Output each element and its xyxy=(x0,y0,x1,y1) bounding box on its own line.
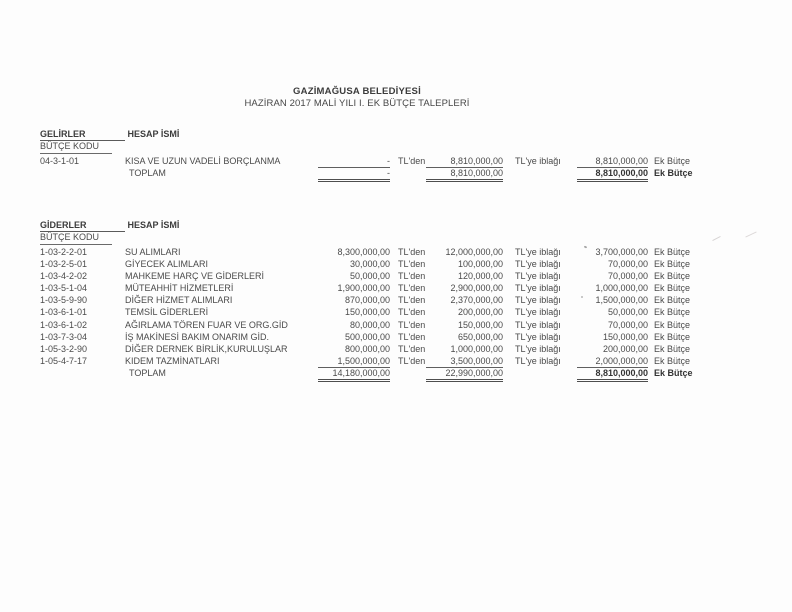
account-name: KISA VE UZUN VADELİ BORÇLANMA xyxy=(125,156,281,166)
budget-code: 04-3-1-01 xyxy=(40,156,80,166)
table-row xyxy=(40,319,700,331)
amount-from: - xyxy=(318,155,390,168)
amount-to: 8,810,000,00 xyxy=(426,167,503,182)
total-row xyxy=(40,167,700,179)
ek-butce-amount: 150,000,00 xyxy=(602,331,648,342)
ek-butce-label: Ek Bütçe xyxy=(654,247,691,257)
column-header-butce-kodu: BÜTÇE KODU xyxy=(40,141,112,154)
spacer xyxy=(503,331,515,343)
table-row xyxy=(40,355,700,367)
spacer xyxy=(567,246,577,258)
giderler-rows xyxy=(40,246,700,379)
spacer xyxy=(390,367,398,382)
amount-from: 500,000,00 xyxy=(344,331,390,342)
giderler-header-row xyxy=(40,219,700,232)
spacer xyxy=(503,294,515,306)
tl-den-label: TL'den xyxy=(398,283,426,294)
table-row xyxy=(40,258,700,270)
gelirler-header-row xyxy=(40,128,700,141)
spacer xyxy=(567,319,577,331)
amount-to: 3,500,000,00 xyxy=(426,355,503,368)
column-header-hesap-ismi: HESAP İSMİ xyxy=(127,129,180,139)
tl-den-label: TL'den xyxy=(398,295,426,306)
ek-butce-label: Ek Bütçe xyxy=(654,259,691,270)
document-title: GAZİMAĞUSA BELEDİYESİ xyxy=(293,86,421,97)
table-row xyxy=(40,282,700,294)
document-header xyxy=(0,86,714,109)
budget-code: 1-03-2-5-01 xyxy=(40,259,88,270)
budget-code: 1-03-5-9-90 xyxy=(40,295,88,306)
spacer xyxy=(567,306,577,318)
tl-den-label xyxy=(398,167,426,182)
budget-code: 1-03-6-1-01 xyxy=(40,307,88,318)
spacer xyxy=(503,270,515,282)
budget-code: 1-03-5-1-04 xyxy=(40,283,88,294)
ek-butce-label: Ek Bütçe xyxy=(654,367,693,378)
amount-from: 1,500,000,00 xyxy=(318,355,390,368)
total-row xyxy=(40,367,700,379)
ek-butce-amount: 1,000,000,00 xyxy=(595,283,648,294)
table-row xyxy=(40,343,700,355)
gelirler-rows xyxy=(40,155,700,179)
spacer xyxy=(390,270,398,282)
amount-from: 14,180,000,00 xyxy=(318,367,390,382)
amount-to: 22,990,000,00 xyxy=(426,367,503,382)
spacer xyxy=(567,167,577,182)
spacer xyxy=(503,319,515,331)
amount-from: 8,300,000,00 xyxy=(337,247,390,257)
ek-butce-label: Ek Bütçe xyxy=(654,156,691,166)
table-row xyxy=(40,306,700,318)
amount-to: 200,000,00 xyxy=(457,307,503,318)
column-header-hesap-ismi: HESAP İSMİ xyxy=(127,220,180,230)
ek-butce-amount: 2,000,000,00 xyxy=(577,355,648,368)
table-row xyxy=(40,331,700,343)
amount-to: 8,810,000,00 xyxy=(426,155,503,168)
amount-from: 50,000,00 xyxy=(349,271,390,282)
tl-ye-iblagi-label: TL'ye iblağı xyxy=(515,355,561,366)
account-name: İŞ MAKİNESİ BAKIM ONARIM GİD. xyxy=(125,331,270,342)
budget-code: 1-03-6-1-02 xyxy=(40,319,88,330)
account-name: MAHKEME HARÇ VE GİDERLERİ xyxy=(125,271,265,282)
table-row xyxy=(40,246,700,258)
account-name: AĞIRLAMA TÖREN FUAR VE ORG.GİD xyxy=(125,319,288,330)
amount-from: 800,000,00 xyxy=(344,343,390,354)
tl-ye-iblagi-label: TL'ye iblağı xyxy=(515,307,561,318)
spacer xyxy=(567,343,577,355)
tl-ye-iblagi-label xyxy=(515,167,567,182)
amount-from: 30,000,00 xyxy=(349,259,390,270)
account-name: DİĞER DERNEK BİRLİK,KURULUŞLAR xyxy=(125,343,288,354)
tl-ye-iblagi-label: TL'ye iblağı xyxy=(515,283,561,294)
scan-speck xyxy=(745,232,756,238)
tl-den-label: TL'den xyxy=(398,247,426,257)
table-row xyxy=(40,294,700,306)
account-name: KIDEM TAZMİNATLARI xyxy=(125,355,220,366)
account-name: TEMSİL GİDERLERİ xyxy=(125,307,209,318)
ek-butce-label: Ek Bütçe xyxy=(654,271,691,282)
scan-speck xyxy=(581,296,583,298)
amount-to: 2,900,000,00 xyxy=(450,283,503,294)
ek-butce-label: Ek Bütçe xyxy=(654,307,691,318)
tl-den-label: TL'den xyxy=(398,307,426,318)
document-subtitle: HAZİRAN 2017 MALİ YILI I. EK BÜTÇE TALEPLERİ xyxy=(244,98,470,109)
amount-to: 2,370,000,00 xyxy=(450,295,503,306)
ek-butce-label: Ek Bütçe xyxy=(654,319,691,330)
ek-butce-amount: 70,000,00 xyxy=(607,259,648,270)
amount-to: 120,000,00 xyxy=(457,271,503,282)
tl-den-label: TL'den xyxy=(398,343,426,354)
spacer xyxy=(567,282,577,294)
scan-speck xyxy=(712,236,720,241)
table-row xyxy=(40,155,700,167)
budget-code xyxy=(40,167,125,182)
spacer xyxy=(390,258,398,270)
ek-butce-amount: 8,810,000,00 xyxy=(577,155,648,168)
ek-butce-amount: 70,000,00 xyxy=(607,271,648,282)
spacer xyxy=(567,331,577,343)
total-label: TOPLAM xyxy=(129,168,166,179)
ek-butce-amount: 8,810,000,00 xyxy=(577,167,648,182)
budget-code: 1-03-4-2-02 xyxy=(40,271,88,282)
ek-butce-label: Ek Bütçe xyxy=(654,331,691,342)
spacer xyxy=(390,167,398,182)
spacer xyxy=(390,306,398,318)
ek-butce-amount: 1,500,000,00 xyxy=(595,295,648,306)
spacer xyxy=(567,367,577,382)
ek-butce-amount: 70,000,00 xyxy=(607,319,648,330)
tl-ye-iblagi-label: TL'ye iblağı xyxy=(515,319,561,330)
amount-to: 650,000,00 xyxy=(457,331,503,342)
amount-to: 12,000,000,00 xyxy=(445,247,503,257)
spacer xyxy=(390,319,398,331)
budget-code xyxy=(40,367,125,382)
amount-from: 150,000,00 xyxy=(344,307,390,318)
tl-den-label: TL'den xyxy=(398,331,426,342)
spacer xyxy=(503,367,515,382)
giderler-section xyxy=(40,219,700,379)
ek-butce-amount: 200,000,00 xyxy=(602,343,648,354)
amount-from: 80,000,00 xyxy=(349,319,390,330)
amount-from: 1,900,000,00 xyxy=(337,283,390,294)
spacer xyxy=(390,343,398,355)
section-title-giderler: GİDERLER xyxy=(40,219,125,232)
ek-butce-label: Ek Bütçe xyxy=(654,283,691,294)
tl-ye-iblagi-label: TL'ye iblağı xyxy=(515,247,561,257)
tl-den-label: TL'den xyxy=(398,156,426,166)
total-label: TOPLAM xyxy=(129,367,166,378)
tl-ye-iblagi-label: TL'ye iblağı xyxy=(515,295,561,306)
budget-code: 1-05-3-2-90 xyxy=(40,343,88,354)
amount-to: 100,000,00 xyxy=(457,259,503,270)
spacer xyxy=(390,294,398,306)
amount-from: 870,000,00 xyxy=(344,295,390,306)
amount-to: 150,000,00 xyxy=(457,319,503,330)
tl-ye-iblagi-label xyxy=(515,367,567,382)
tl-ye-iblagi-label: TL'ye iblağı xyxy=(515,259,561,270)
account-name: DİĞER HİZMET ALIMLARI xyxy=(125,295,233,306)
ek-butce-amount: 50,000,00 xyxy=(607,307,648,318)
ek-butce-amount: 3,700,000,00 xyxy=(595,247,648,257)
spacer xyxy=(567,294,577,306)
ek-butce-label: Ek Bütçe xyxy=(654,295,691,306)
spacer xyxy=(503,246,515,258)
ek-butce-amount: 8,810,000,00 xyxy=(577,367,648,382)
spacer xyxy=(390,331,398,343)
tl-ye-iblagi-label: TL'ye iblağı xyxy=(515,331,561,342)
spacer xyxy=(567,270,577,282)
tl-den-label: TL'den xyxy=(398,319,426,330)
account-name: GİYECEK ALIMLARI xyxy=(125,259,209,270)
ek-butce-label: Ek Bütçe xyxy=(654,168,693,179)
ek-butce-label: Ek Bütçe xyxy=(654,355,691,366)
account-name: SU ALIMLARI xyxy=(125,247,181,257)
section-title-gelirler: GELİRLER xyxy=(40,128,125,141)
budget-code: 1-03-7-3-04 xyxy=(40,331,88,342)
spacer xyxy=(390,282,398,294)
spacer xyxy=(503,343,515,355)
amount-to: 1,000,000,00 xyxy=(450,343,503,354)
tl-ye-iblagi-label: TL'ye iblağı xyxy=(515,156,561,166)
tl-den-label xyxy=(398,367,426,382)
spacer xyxy=(503,258,515,270)
spacer xyxy=(567,258,577,270)
spacer xyxy=(503,167,515,182)
spacer xyxy=(390,246,398,258)
ek-butce-label: Ek Bütçe xyxy=(654,343,691,354)
gelirler-section xyxy=(40,128,700,179)
tl-ye-iblagi-label: TL'ye iblağı xyxy=(515,271,561,282)
table-row xyxy=(40,270,700,282)
tl-den-label: TL'den xyxy=(398,355,426,366)
tl-den-label: TL'den xyxy=(398,259,426,270)
account-name: MÜTEAHHİT HİZMETLERİ xyxy=(125,283,234,294)
spacer xyxy=(503,282,515,294)
tl-den-label: TL'den xyxy=(398,271,426,282)
column-header-butce-kodu: BÜTÇE KODU xyxy=(40,232,112,245)
budget-code: 1-03-2-2-01 xyxy=(40,247,88,257)
tl-ye-iblagi-label: TL'ye iblağı xyxy=(515,343,561,354)
spacer xyxy=(503,306,515,318)
budget-code: 1-05-4-7-17 xyxy=(40,355,88,366)
amount-from: - xyxy=(318,167,390,182)
